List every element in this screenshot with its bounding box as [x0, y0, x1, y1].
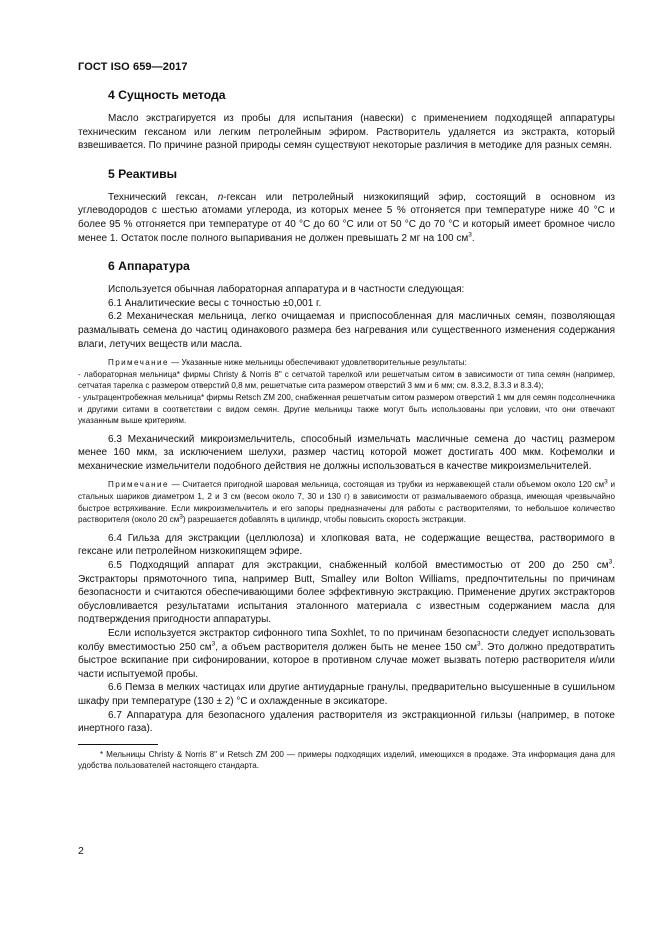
item-6-3: 6.3 Механический микроизмельчитель, способный измельчать масличные семена до частиц размером менее 160 мкм, за исключением шелухи, размер частиц которой может достигать 400 мкм. Кофемолки и механические измельчители подобного действия не должны использоваться в качестве микроизмельчителей. [78, 433, 615, 472]
footnote: * Мельницы Christy & Norris 8" и Retsch ZM 200 — примеры подходящих изделий, имеющихся в продаже. Эта информация дана для удобства пользователей настоящего стандарта. [78, 749, 615, 771]
note-2-label: Примечание [108, 480, 169, 490]
note-1-label: Примечание [108, 358, 169, 368]
section-4-title: 4 Сущность метода [108, 88, 226, 102]
footnote-divider [78, 744, 158, 745]
item-6-5: 6.5 Подходящий аппарат для экстракции, снабженный колбой вместимостью от 200 до 250 $см^3$. Экстракторы прямоточного типа, например Butt, Smalley или Bolton Williams, предпочтительны по причинам безопасности и считаются обеспечивающими более эффективную экстракцию. Применение других экстракторов обусловливается результатами испытания эталонного материала с известным содержанием масла для подтверждения пригодности аппаратуры. [78, 558, 615, 626]
note-1-header: Примечание — Указанные ниже мельницы обеспечивают удовлетворительные результаты: [108, 358, 467, 368]
page-content [78, 88, 615, 772]
note-1-bullet-1: - лабораторная мельница* фирмы Christy & Norris 8" с сетчатой тарелкой или решетчатым ситом в зависимости от типа семян (например, сетчатая тарелка с размером отверстий 0,8 мм, решетчатые сита размером отверстий 3 мм и 6 мм; см. 8.3.2, 8.3.3 и 8.3.4); [78, 369, 615, 391]
page-number: 2 [78, 845, 84, 857]
note-1-bullet-2: - ультрацентробежная мельница* фирмы Retsch ZM 200, снабженная решетчатым ситом размером отверстий 1 мм для семян подсолнечника и другими ситами в соответствии с видом семян. Другие мельницы также могут быть использованы при условии, что они отвечают указанным выше критериям. [78, 392, 615, 426]
section-5-title: 5 Реактивы [108, 166, 178, 181]
note-2: Примечание — Считается пригодной шаровая мельница, состоящая из трубки из нержавеющей стали объемом около 120 $см^3$ и стальных шариков диаметром 1, 2 и 3 см (весом около 7, 30 и 130 г) в зависимости от размалываемого образца, имеющая чрезвычайно быстрое встряхивание. Если микроизмельчитель и его запоры предназначены для работы с растворителями, то небольшое количество растворителя (около 20 $см^3$) разрешается добавлять в цилиндр, чтобы повысить скорость экстракции. [78, 478, 615, 525]
section-6-title: 6 Аппаратура [108, 259, 190, 274]
item-6-6: 6.6 Пемза в мелких частицах или другие антиударные гранулы, предварительно высушенные в сушильном шкафу при температуре (130 ± 2) °С и охлажденные в эксикаторе. [78, 682, 615, 707]
item-6-2: 6.2 Механическая мельница, легко очищаемая и приспособленная для масличных семян, позволяющая размалывать семена до частиц одинакового размера без нагревания или существенного изменения содержания влаги, летучих веществ или масла. [78, 311, 615, 350]
section-6-intro: Используется обычная лабораторная аппаратура и в частности следующая: [108, 284, 465, 296]
item-6-7: 6.7 Аппаратура для безопасного удаления растворителя из экстракционной гильзы (например, в потоке инертного газа). [78, 709, 615, 735]
section-4-paragraph: Масло экстрагируется из пробы для испытания (навески) с применением подходящей аппаратуры техническим гексаном или легким петролейным эфиром. Растворитель удаляется из экстракта, который взвешивается. По причине разной природы семян существуют некоторые различия в методике для разных семян. [78, 113, 615, 152]
section-5-paragraph: Технический гексан, n-гексан или петролейный низкокипящий эфир, состоящий в основном из углеводородов с шестью атомами углерода, из которых менее 5 % отгоняется при температуре ниже 40 °С и более 95 % отгоняется при температуре от 40 °С до 60 °С или от 50 °С до 70 °С и который имеет бромное число менее 1. Остаток после полного выпаривания не должен превышать 2 мг на 100 $см^3$. [78, 191, 615, 244]
document-header: ГОСТ ISO 659—2017 [78, 61, 188, 73]
item-6-1: 6.1 Аналитические весы с точностью ±0,001 г. [108, 297, 322, 309]
item-6-4: 6.4 Гильза для экстракции (целлюлоза) и хлопковая вата, не содержащие вещества, растворимого в гексане или петролейном низкокипящем эфире. [78, 532, 615, 558]
item-6-5-continued: Если используется экстрактор сифонного типа Soxhlet, то по причинам безопасности следует использовать колбу вместимостью 250 $см^3$, а объем растворителя должен быть не менее 150 $см^3$. Это должно предотвратить быстрое вскипание при сифонировании, которое в противном случае может вызвать потерю растворителя и/или части испытуемой пробы. [78, 628, 615, 680]
